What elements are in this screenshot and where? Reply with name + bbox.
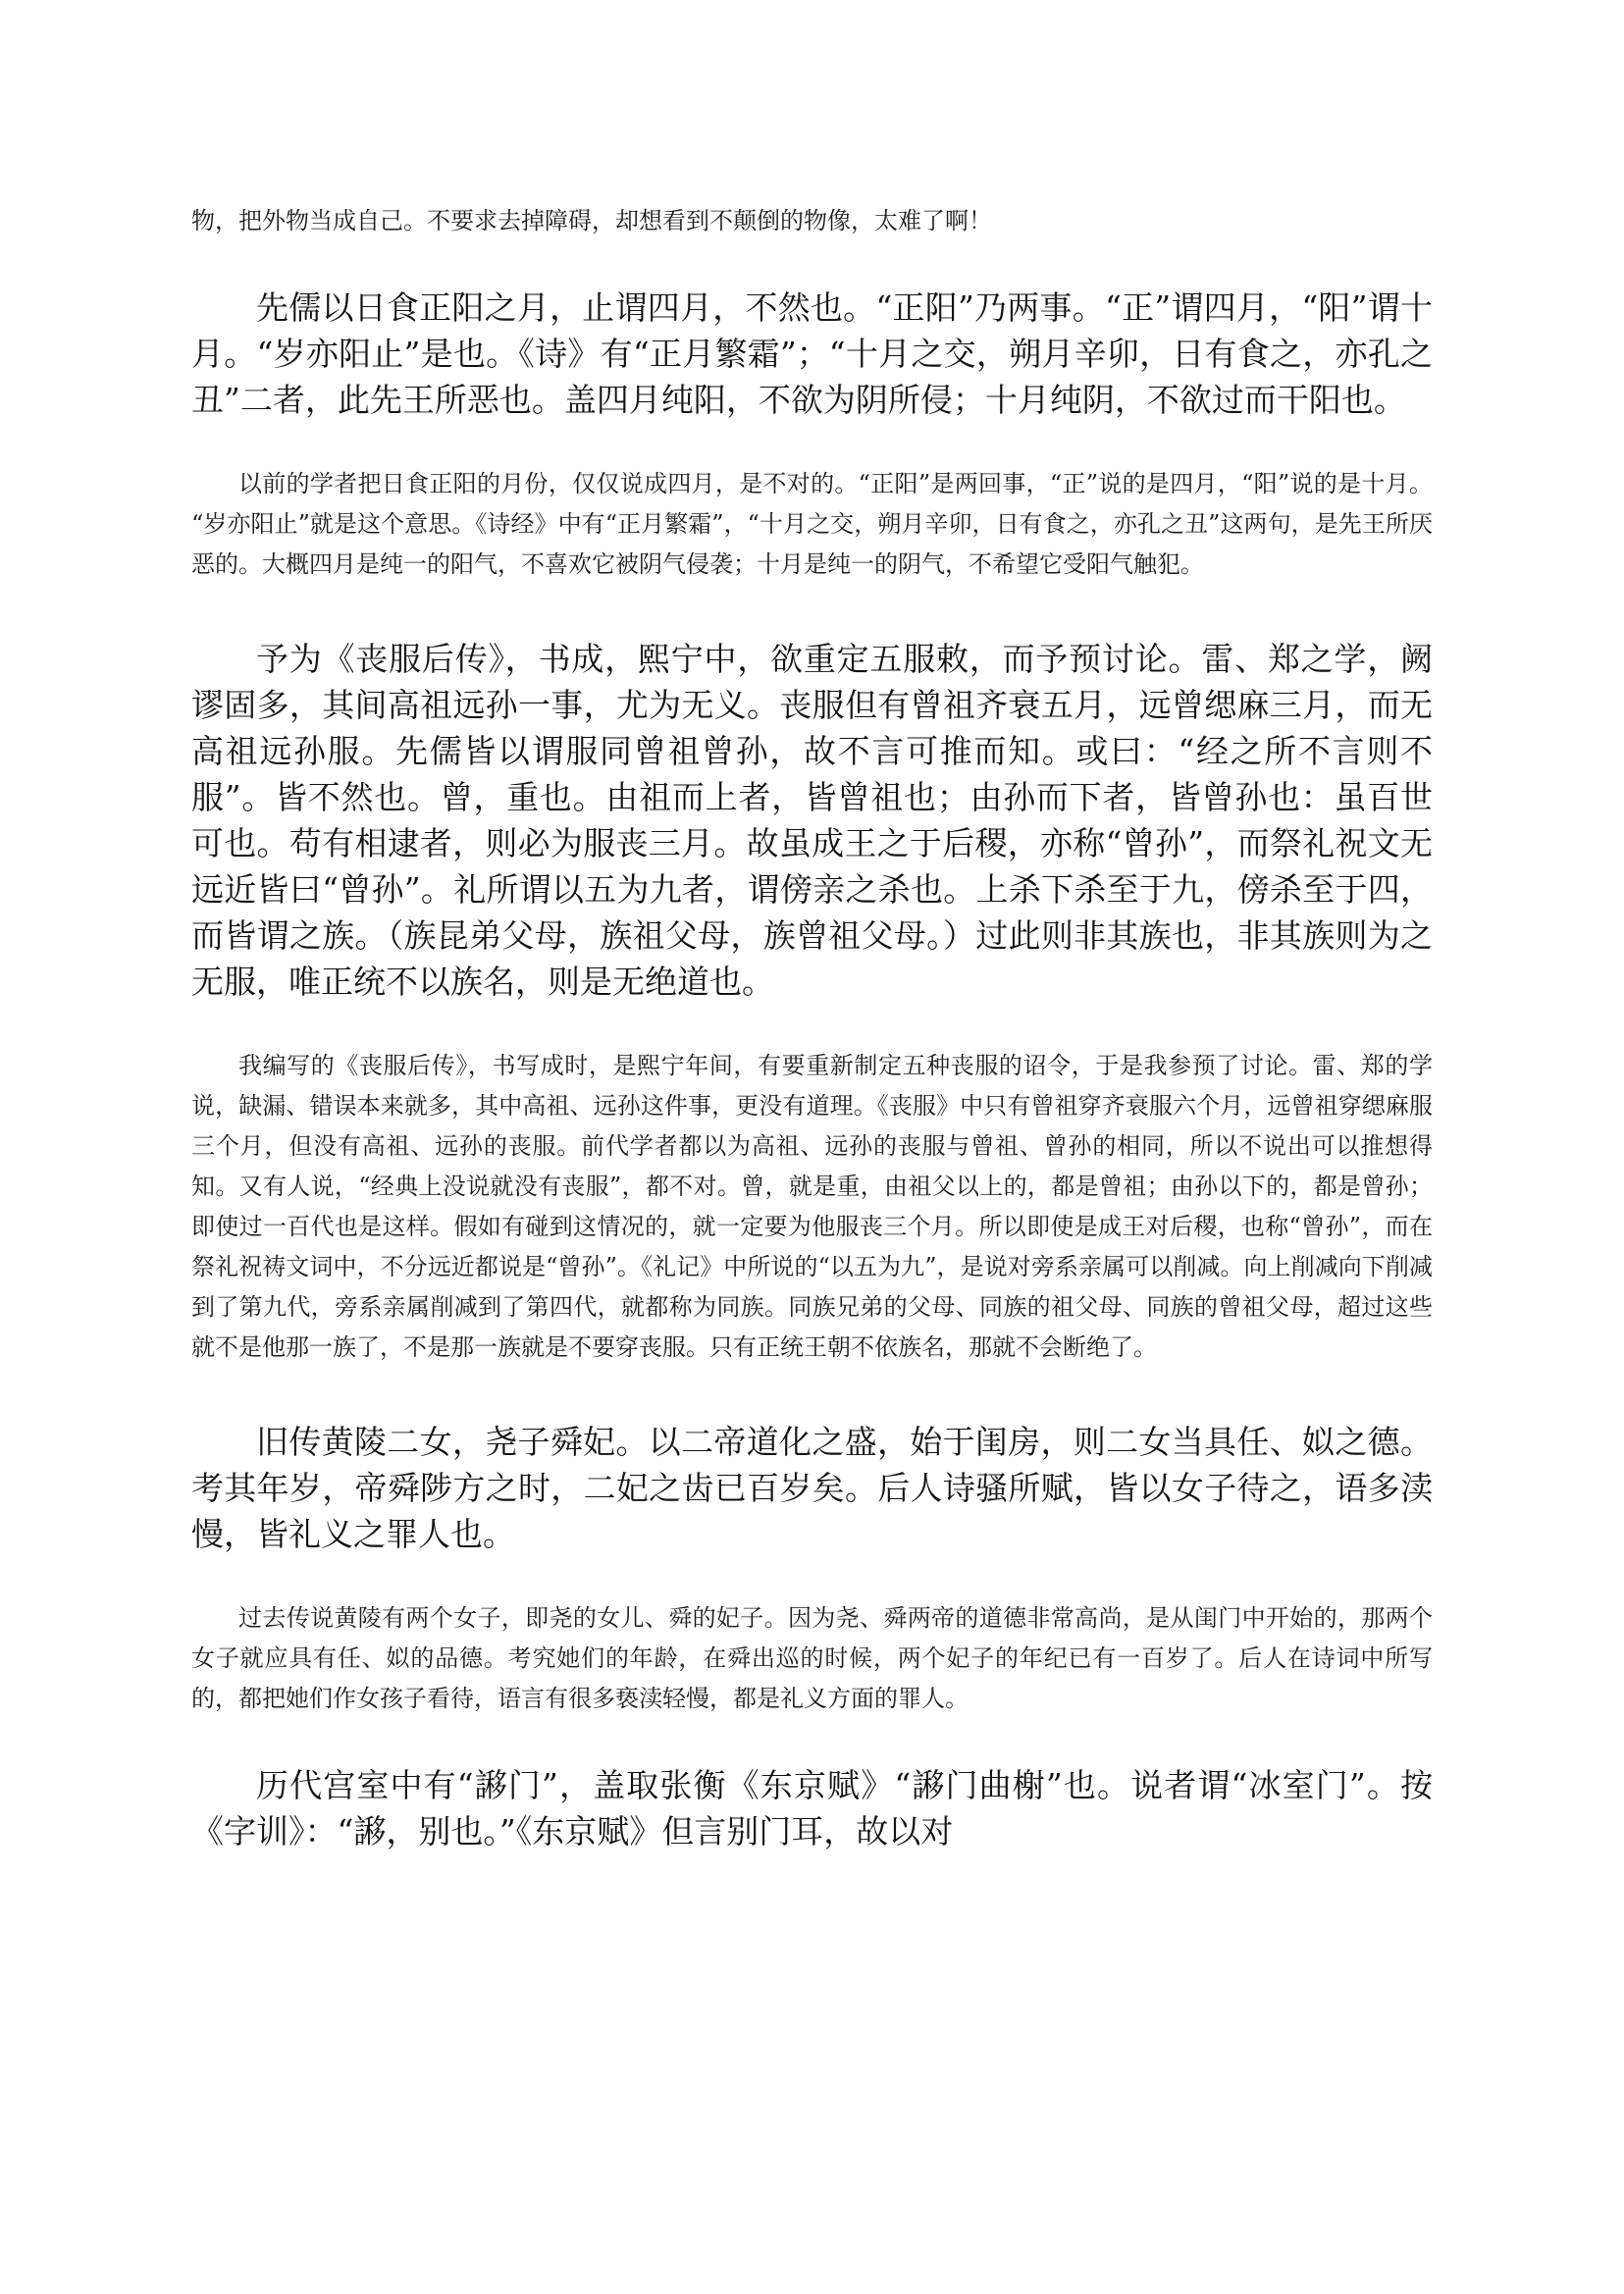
original-text-paragraph-mourning-dress: 予为《丧服后传》，书成，熙宁中，欲重定五服敕，而予预讨论。雷、郑之学，阙谬固多，其间高祖远孙一事，尤为无义。丧服但有曾祖齐衰五月，远曾缌麻三月，而无高祖远孙服。先儒皆以谓服同曾祖曾孙，故不言可推而知。或曰：“经之所不言则不服”。皆不然也。曾，重也。由祖而上者，皆曾祖也；由孙而下者，皆曾孙也：虽百世可也。苟有相逮者，则必为服丧三月。故虽成王之于后稷，亦称“曾孙”，而祭礼祝文无远近皆曰“曾孙”。礼所谓以五为九者，谓傍亲之杀也。上杀下杀至于九，傍杀至于四，而皆谓之族。（族昆弟父母，族祖父母，族曾祖父母。）过此则非其族也，非其族则为之无服，唯正统不以族名，则是无绝道也。	[191, 640, 1433, 1001]
original-text-paragraph-yimen: 历代宫室中有“謻门”，盖取张衡《东京赋》“謻门曲榭”也。说者谓“冰室门”。按《字训》：“謻，别也。”《东京赋》但言别门耳，故以对	[191, 1766, 1433, 1851]
translation-paragraph-huangling: 过去传说黄陵有两个女子，即尧的女儿、舜的妃子。因为尧、舜两帝的道德非常高尚，是从闺门中开始的，那两个女子就应具有任、姒的品德。考究她们的年龄，在舜出巡的时候，两个妃子的年纪已有一百岁了。后人在诗词中所写的，都把她们作女孩子看待，语言有很多亵渎轻慢，都是礼义方面的罪人。	[191, 1604, 1433, 1712]
original-text-paragraph-huangling: 旧传黄陵二女，尧子舜妃。以二帝道化之盛，始于闺房，则二女当具任、姒之德。考其年岁，帝舜陟方之时，二妃之齿已百岁矣。后人诗骚所赋，皆以女子待之，语多渎慢，皆礼义之罪人也。	[191, 1423, 1433, 1553]
original-text-paragraph-sun-eclipse: 先儒以日食正阳之月，止谓四月，不然也。“正阳”乃两事。“正”谓四月，“阳”谓十月。“岁亦阳止”是也。《诗》有“正月繁霜”；“十月之交，朔月辛卯，日有食之，亦孔之丑”二者，此先王所恶也。盖四月纯阳，不欲为阴所侵；十月纯阴，不欲过而干阳也。	[191, 288, 1433, 419]
translation-paragraph-continued: 物，把外物当成自己。不要求去掉障碍，却想看到不颠倒的物像，太难了啊！	[191, 207, 992, 235]
translation-paragraph-sun-eclipse: 以前的学者把日食正阳的月份，仅仅说成四月，是不对的。“正阳”是两回事，“正”说的是四月，“阳”说的是十月。“岁亦阳止”就是这个意思。《诗经》中有“正月繁霜”，“十月之交，朔月辛卯，日有食之，亦孔之丑”这两句，是先王所厌恶的。大概四月是纯一的阳气，不喜欢它被阴气侵袭；十月是纯一的阴气，不希望它受阳气触犯。	[191, 470, 1433, 578]
translation-paragraph-mourning-dress: 我编写的《丧服后传》，书写成时，是熙宁年间，有要重新制定五种丧服的诏令，于是我参预了讨论。雷、郑的学说，缺漏、错误本来就多，其中高祖、远孙这件事，更没有道理。《丧服》中只有曾祖穿齐衰服六个月，远曾祖穿缌麻服三个月，但没有高祖、远孙的丧服。前代学者都以为高祖、远孙的丧服与曾祖、曾孙的相同，所以不说出可以推想得知。又有人说，“经典上没说就没有丧服”，都不对。曾，就是重，由祖父以上的，都是曾祖；由孙以下的，都是曾孙；即使过一百代也是这样。假如有碰到这情况的，就一定要为他服丧三个月。所以即使是成王对后稷，也称“曾孙”，而在祭礼祝祷文词中，不分远近都说是“曾孙”。《礼记》中所说的“以五为九”，是说对旁系亲属可以削减。向上削减向下削减到了第九代，旁系亲属削减到了第四代，就都称为同族。同族兄弟的父母、同族的祖父母、同族的曾祖父母，超过这些就不是他那一族了，不是那一族就是不要穿丧服。只有正统王朝不依族名，那就不会断绝了。	[191, 1052, 1433, 1361]
